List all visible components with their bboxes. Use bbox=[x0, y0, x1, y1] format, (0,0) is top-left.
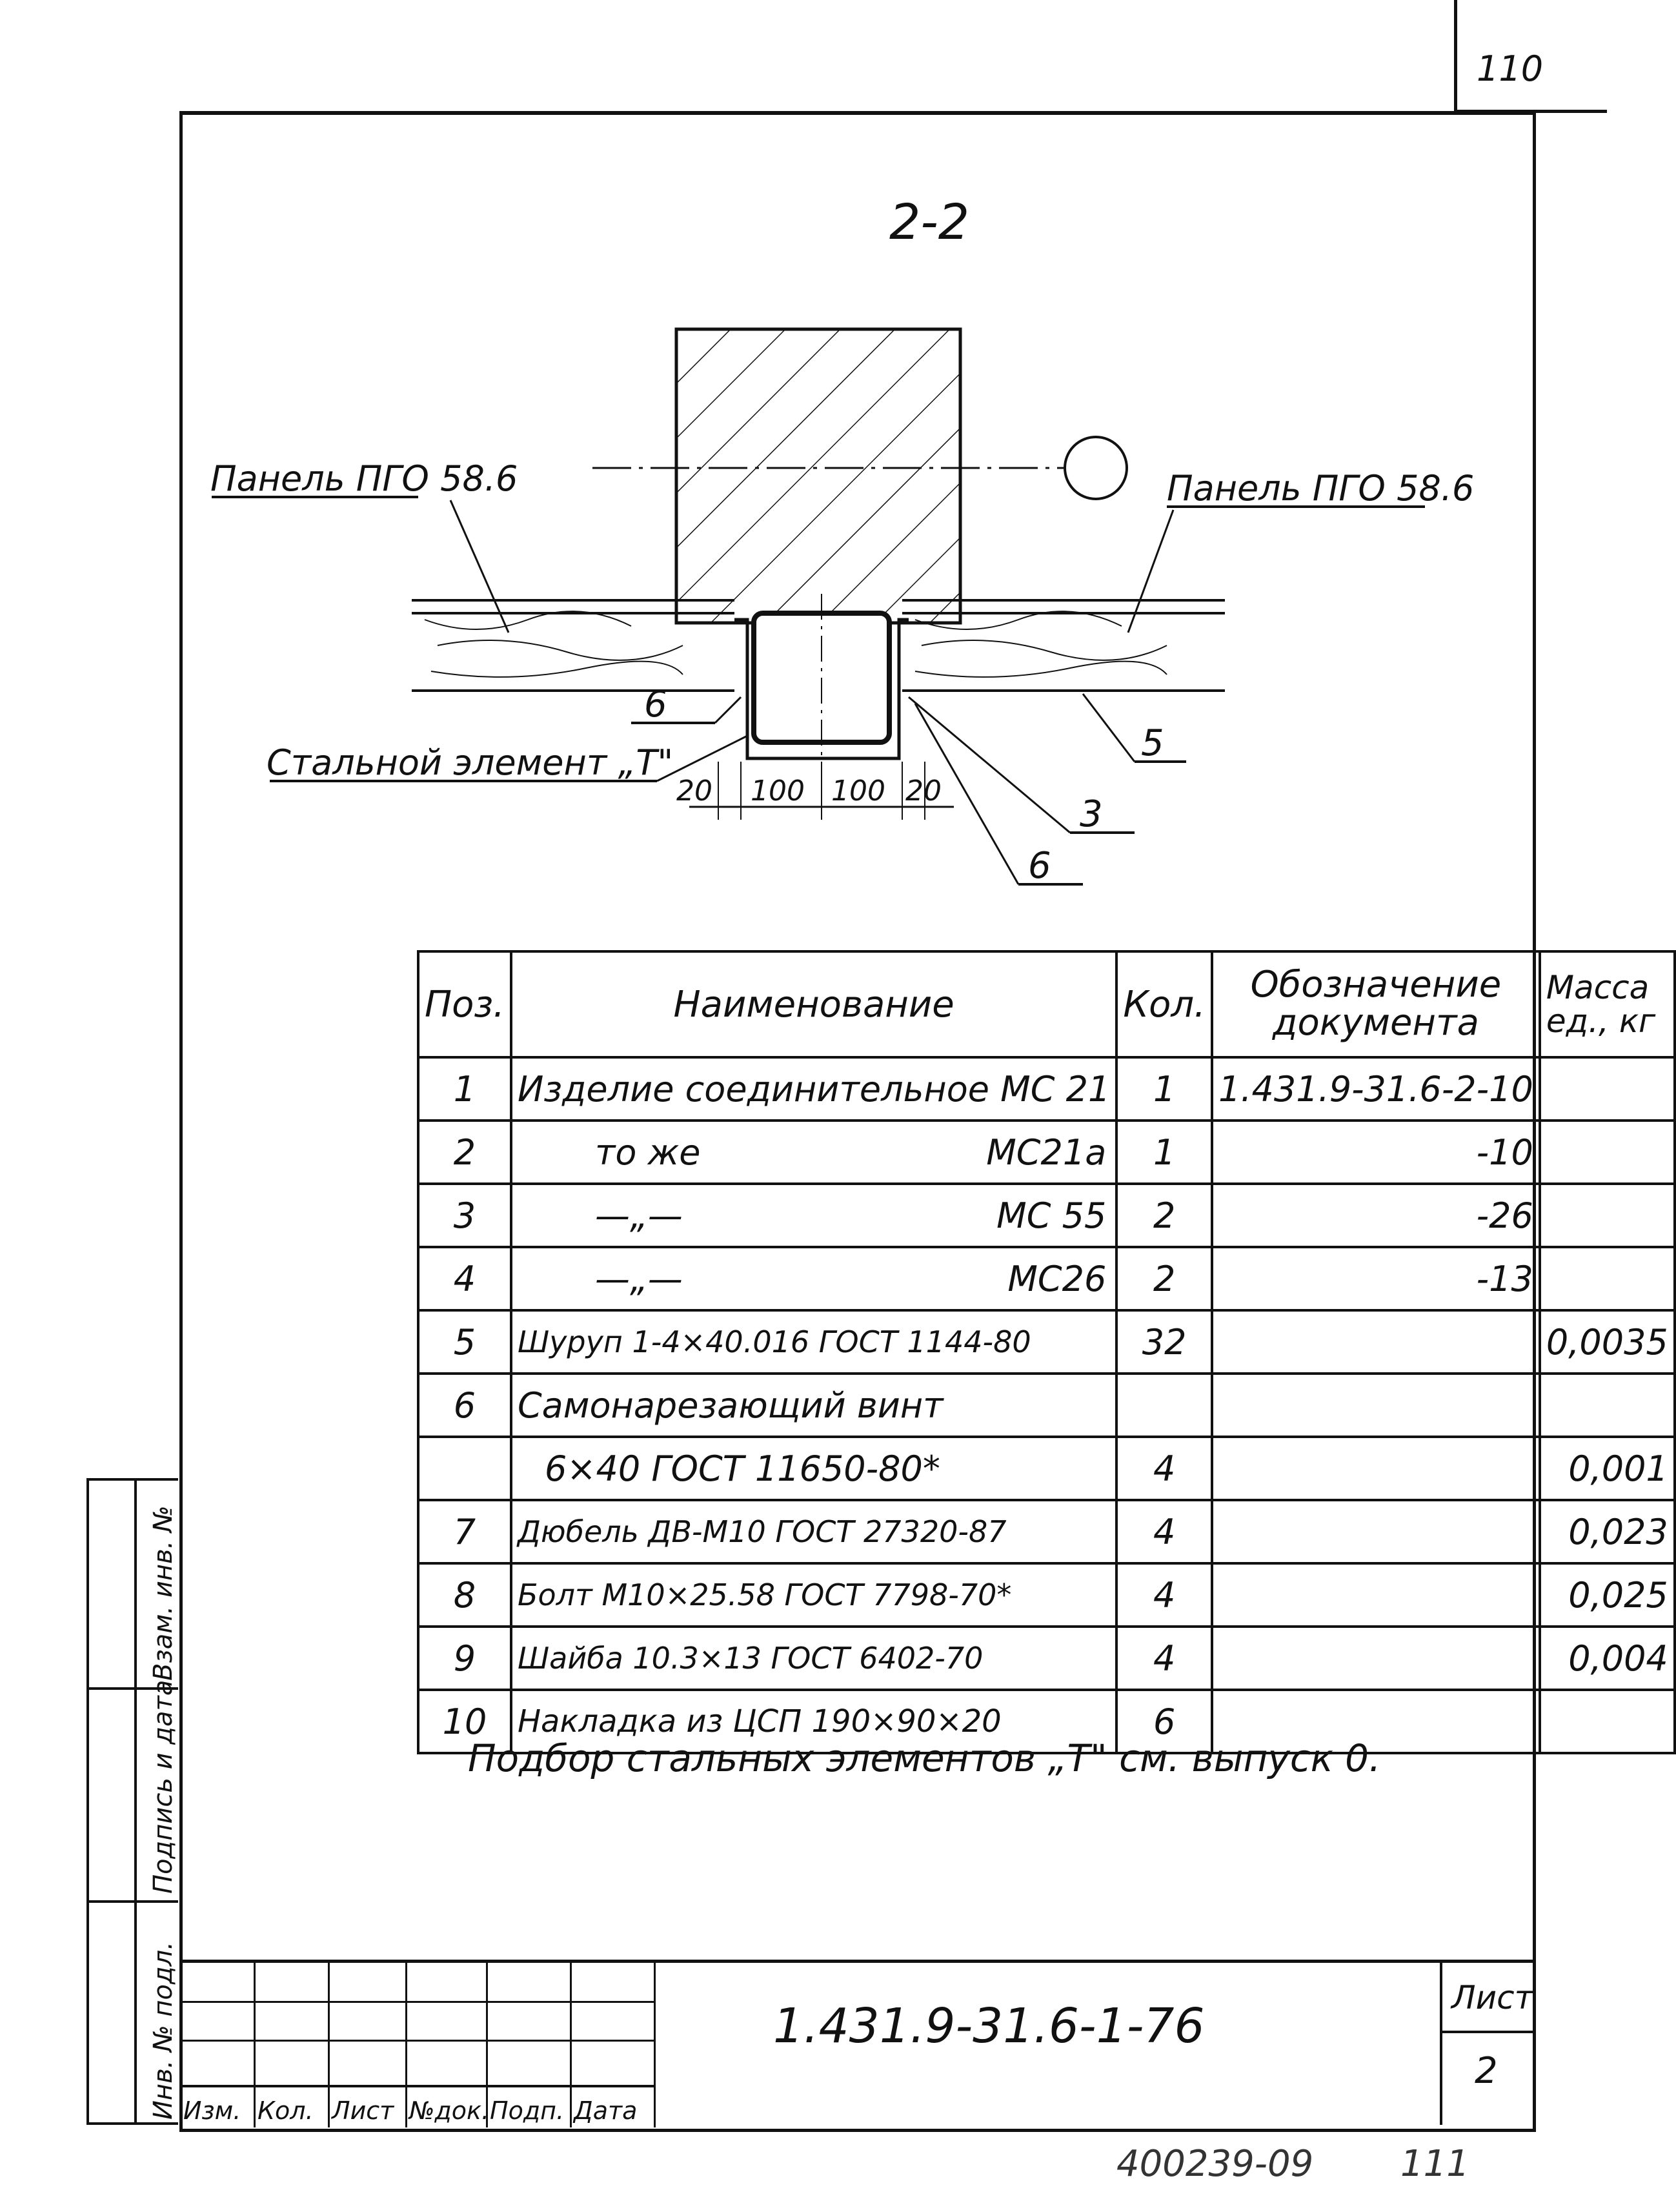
row-name bbox=[511, 1121, 1116, 1184]
row-doc bbox=[1212, 1627, 1540, 1690]
dim-20-left: 20 bbox=[676, 775, 712, 807]
column bbox=[676, 329, 960, 623]
section-label: 2-2 bbox=[889, 193, 970, 250]
tb-label-ndok: №док. bbox=[409, 2096, 490, 2125]
row-mass: 0,023 bbox=[1540, 1500, 1675, 1563]
tb-label-izm: Изм. bbox=[183, 2096, 241, 2125]
row-name bbox=[511, 1247, 1116, 1310]
table-row bbox=[418, 1184, 1675, 1247]
row-mass: 0,0035 bbox=[1540, 1310, 1675, 1374]
row-pos: 6 bbox=[418, 1374, 511, 1437]
page-number-box bbox=[1454, 0, 1607, 113]
row-name: Накладка из ЦСП 190×90×20 bbox=[511, 1690, 1116, 1753]
header-mass-line2: ед., кг bbox=[1546, 1002, 1656, 1040]
row-mass: 0,004 bbox=[1540, 1627, 1675, 1690]
spec-table bbox=[417, 950, 1676, 1754]
row-name-text: то же bbox=[594, 1131, 701, 1173]
table-row bbox=[418, 1310, 1675, 1374]
tb-label-list: Лист bbox=[332, 2096, 394, 2125]
header-qty: Кол. bbox=[1116, 951, 1212, 1057]
header-name-text: Наименование bbox=[673, 983, 954, 1026]
archive-page: 111 bbox=[1400, 2143, 1469, 2185]
row-doc: -13 bbox=[1212, 1247, 1540, 1310]
steel-element-label: Стальной элемент „Т" bbox=[267, 742, 674, 783]
row-qty: 4 bbox=[1116, 1437, 1212, 1500]
side-inv-label: Инв. № подл. bbox=[148, 1942, 178, 2120]
row-qty: 2 bbox=[1116, 1247, 1212, 1310]
selection-note: Подбор стальных элементов „Т" см. выпуск 0. bbox=[468, 1736, 1381, 1780]
header-mass bbox=[1540, 951, 1675, 1057]
panel-left-label: Панель ПГО 58.6 bbox=[210, 458, 518, 499]
sheet-label: Лист bbox=[1451, 1979, 1533, 2016]
dim-20-right: 20 bbox=[905, 775, 942, 807]
side-replace-label: Взам. инв. № bbox=[148, 1505, 178, 1681]
table-row bbox=[418, 1627, 1675, 1690]
row-mark: МС21а bbox=[986, 1131, 1107, 1173]
tb-label-data: Дата bbox=[574, 2096, 638, 2125]
row-doc bbox=[1212, 1310, 1540, 1374]
table-row bbox=[418, 1247, 1675, 1310]
table-row bbox=[418, 1500, 1675, 1563]
row-mass bbox=[1540, 1057, 1675, 1121]
row-doc bbox=[1212, 1437, 1540, 1500]
section-drawing bbox=[179, 168, 1530, 942]
row-doc: 1.431.9-31.6-2-10 bbox=[1212, 1057, 1540, 1121]
table-row bbox=[418, 1374, 1675, 1437]
spec-header-row bbox=[418, 951, 1675, 1057]
row-mass: 0,001 bbox=[1540, 1437, 1675, 1500]
row-qty: 1 bbox=[1116, 1121, 1212, 1184]
title-block bbox=[179, 1960, 1533, 2127]
row-mass: 0,025 bbox=[1540, 1563, 1675, 1627]
row-pos: 9 bbox=[418, 1627, 511, 1690]
row-name-text: —„— bbox=[594, 1195, 683, 1236]
row-qty: 6 bbox=[1116, 1690, 1212, 1753]
row-mass bbox=[1540, 1121, 1675, 1184]
side-stamp bbox=[86, 1478, 178, 2125]
row-pos: 1 bbox=[418, 1057, 511, 1121]
header-pos: Поз. bbox=[418, 951, 511, 1057]
row-doc: -10 bbox=[1212, 1121, 1540, 1184]
table-row bbox=[418, 1121, 1675, 1184]
panel-right bbox=[902, 600, 1225, 691]
row-pos: 2 bbox=[418, 1121, 511, 1184]
callout-3: 3 bbox=[1080, 793, 1103, 835]
callout-6-left: 6 bbox=[644, 684, 667, 725]
row-qty: 1 bbox=[1116, 1057, 1212, 1121]
row-mass bbox=[1540, 1184, 1675, 1247]
row-name: Дюбель ДВ-М10 ГОСТ 27320-87 bbox=[511, 1500, 1116, 1563]
row-pos: 8 bbox=[418, 1563, 511, 1627]
tb-label-kol: Кол. bbox=[257, 2096, 314, 2125]
panel-left bbox=[412, 600, 734, 691]
row-qty: 2 bbox=[1116, 1184, 1212, 1247]
table-row bbox=[418, 1057, 1675, 1121]
revision-grid bbox=[179, 1960, 654, 2127]
panel-right-label: Панель ПГО 58.6 bbox=[1167, 468, 1475, 509]
row-doc bbox=[1212, 1500, 1540, 1563]
row-pos bbox=[418, 1437, 511, 1500]
row-mass bbox=[1540, 1374, 1675, 1437]
page-number: 110 bbox=[1477, 48, 1544, 89]
document-code: 1.431.9-31.6-1-76 bbox=[773, 1998, 1205, 2054]
row-name: 6×40 ГОСТ 11650-80* bbox=[511, 1437, 1116, 1500]
callout-5: 5 bbox=[1141, 722, 1164, 764]
tb-label-podp: Подп. bbox=[490, 2096, 565, 2125]
row-pos: 4 bbox=[418, 1247, 511, 1310]
row-pos: 5 bbox=[418, 1310, 511, 1374]
row-qty: 4 bbox=[1116, 1563, 1212, 1627]
header-doc-line2: документа bbox=[1272, 1002, 1479, 1044]
row-mark: МС26 bbox=[1007, 1258, 1107, 1299]
row-mass bbox=[1540, 1690, 1675, 1753]
row-doc bbox=[1212, 1374, 1540, 1437]
archive-stamp: 400239-09 bbox=[1116, 2143, 1314, 2185]
row-qty: 4 bbox=[1116, 1627, 1212, 1690]
row-pos: 7 bbox=[418, 1500, 511, 1563]
sheet-number: 2 bbox=[1475, 2050, 1498, 2092]
row-qty bbox=[1116, 1374, 1212, 1437]
row-qty: 4 bbox=[1116, 1500, 1212, 1563]
row-pos: 3 bbox=[418, 1184, 511, 1247]
row-name: Шайба 10.3×13 ГОСТ 6402-70 bbox=[511, 1627, 1116, 1690]
row-name: Болт М10×25.58 ГОСТ 7798-70* bbox=[511, 1563, 1116, 1627]
row-doc: -26 bbox=[1212, 1184, 1540, 1247]
row-mass bbox=[1540, 1247, 1675, 1310]
header-doc bbox=[1212, 951, 1540, 1057]
table-row bbox=[418, 1437, 1675, 1500]
row-name: Изделие соединительное МС 21 bbox=[511, 1057, 1116, 1121]
callout-6-right: 6 bbox=[1028, 845, 1051, 887]
row-doc bbox=[1212, 1563, 1540, 1627]
row-name-text: —„— bbox=[594, 1258, 683, 1299]
dim-100-left: 100 bbox=[751, 775, 805, 807]
header-mass-line1: Масса bbox=[1546, 968, 1650, 1006]
row-name: Шуруп 1-4×40.016 ГОСТ 1144-80 bbox=[511, 1310, 1116, 1374]
row-name bbox=[511, 1184, 1116, 1247]
table-row bbox=[418, 1563, 1675, 1627]
header-doc-line1: Обозначение bbox=[1250, 964, 1502, 1006]
row-qty: 32 bbox=[1116, 1310, 1212, 1374]
header-name bbox=[511, 951, 1116, 1057]
axis-marker bbox=[1065, 437, 1127, 499]
row-name: Самонарезающий винт bbox=[511, 1374, 1116, 1437]
side-sign-label: Подпись и дата bbox=[148, 1679, 178, 1894]
row-pos: 10 bbox=[418, 1690, 511, 1753]
sheet-box bbox=[1440, 1960, 1533, 2125]
dim-100-right: 100 bbox=[831, 775, 885, 807]
row-mark: МС 55 bbox=[996, 1195, 1107, 1236]
